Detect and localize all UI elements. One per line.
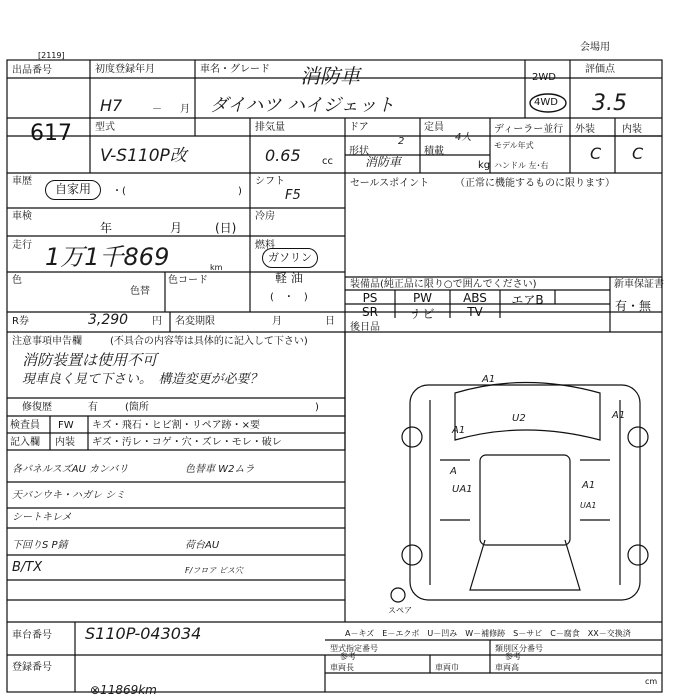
doors-value: 2 — [398, 136, 405, 147]
history-end: ) — [238, 186, 242, 197]
notes-line1: 消防装置は使用不可 — [22, 351, 158, 369]
interior-label: 内装 — [622, 124, 642, 135]
history-sep: ・( — [112, 186, 126, 197]
load-label: 積載 — [424, 146, 444, 157]
recycle-label: R券 — [12, 316, 29, 327]
mark-a1-left: A1 — [452, 425, 466, 436]
entry-label: 記入欄 — [10, 437, 40, 448]
exterior-label: 外装 — [575, 124, 595, 135]
first-reg-label: 初度登録年月 — [95, 64, 155, 75]
mileage-note: ⊗11869km — [90, 683, 157, 697]
reg-deadline-label: 名変期限 — [175, 316, 215, 327]
inspection-year: 年 — [100, 221, 113, 235]
type-label: 型式 — [95, 122, 115, 133]
mileage-value: 1万1千869 — [45, 243, 170, 271]
disp-value: 0.65 — [265, 146, 301, 165]
inspection-day: (日) — [215, 221, 237, 235]
first-reg-sep: － — [152, 104, 162, 115]
remark-5: B/TX — [12, 560, 43, 575]
remark-right-1: 色替車 W2ムラ — [185, 464, 255, 475]
form-value: 参考 — [340, 652, 356, 661]
equip-tv: TV — [467, 305, 483, 319]
notes-note: (不具合の内容等は具体的に記入して下さい) — [110, 336, 308, 347]
repair-place: (箇所 — [125, 402, 149, 413]
mark-u2: U2 — [512, 413, 526, 424]
length-label: 車両長 — [330, 663, 354, 672]
color-label: 色 — [12, 275, 22, 286]
notes-label: 注意事項申告欄 — [12, 336, 82, 347]
body-label: 形状 — [349, 146, 369, 157]
first-reg-month-label: 月 — [180, 104, 190, 115]
sales-label: セールスポイント — [350, 178, 430, 189]
chassis-label: 車台番号 — [12, 630, 52, 641]
notes-line2: 現車良く見て下さい。 構造変更が必要？ — [22, 372, 263, 387]
mark-a1-far-right: A1 — [612, 410, 626, 421]
remark-3: シートキレメ — [12, 512, 72, 523]
sales-note: （正常に機能するものに限ります） — [455, 178, 615, 189]
recycle-unit: 円 — [152, 316, 162, 327]
mark-a-left: A — [450, 466, 457, 477]
equip-label: 装備品(純正品に限り○で囲んでください) — [350, 279, 537, 290]
body-value: 消防車 — [365, 155, 402, 169]
drive-2wd: 2WD — [532, 72, 556, 83]
first-reg-era: H7 — [100, 96, 123, 115]
remark-4: 下回りS P錆 — [12, 540, 68, 551]
dim-unit: cm — [645, 677, 658, 686]
type-value: V-S110P改 — [100, 146, 187, 166]
disp-unit: cc — [322, 156, 333, 167]
shift-value: F5 — [285, 188, 301, 203]
inspector-legend: キズ・飛石・ヒビ割・リペア跡・×要 — [92, 420, 260, 431]
doors-label: ドア — [349, 122, 369, 133]
mileage-unit: km — [210, 263, 223, 272]
model-name: ダイハツ ハイジェット — [210, 95, 395, 116]
mark-a1-right: A1 — [582, 480, 596, 491]
history-label: 車歴 — [12, 176, 32, 187]
lot-label: 出品番号 — [12, 65, 52, 76]
exterior-grade: C — [590, 144, 602, 163]
spare-label: スペア — [388, 606, 412, 615]
mark-a1-top: A1 — [482, 374, 496, 385]
color-code-label: 色コード — [168, 275, 208, 286]
entry-value: 内装 — [55, 437, 75, 448]
name-label: 車名・グレード — [200, 64, 270, 75]
reg-number-label: 登録番号 — [12, 662, 52, 673]
reg-month: 月 — [272, 316, 282, 327]
mark-ua1-right: UA1 — [580, 501, 597, 510]
remark-right-3: F/フロア ビス穴 — [185, 566, 243, 575]
remark-right-2: 荷台AU — [185, 540, 220, 551]
drive-4wd: 4WD — [534, 97, 558, 108]
newcar-value: 有・無 — [615, 299, 652, 313]
mark-ua1-left: UA1 — [452, 484, 473, 495]
capacity-value: 4人 — [455, 132, 472, 143]
form-label: 型式指定番号 — [330, 644, 378, 653]
capacity-label: 定員 — [424, 122, 444, 133]
ac-label: 冷房 — [255, 211, 275, 222]
remark-2: 天バンウキ・ハガレ シミ — [12, 490, 126, 501]
fuel-diesel: 軽 油 — [275, 271, 303, 285]
dealer-label: ディーラー並行 — [494, 124, 564, 135]
color-change-label: 色替 — [130, 286, 150, 297]
interior-grade: C — [632, 144, 644, 163]
load-unit: kg — [478, 160, 491, 171]
model-year-label: モデル年式 — [494, 141, 534, 150]
chassis-value: S110P-043034 — [85, 624, 202, 643]
equip-sr: SR — [362, 305, 378, 319]
equip-airbag: エアB — [511, 293, 544, 307]
name-value: 消防車 — [300, 64, 360, 88]
shift-label: シフト — [255, 176, 285, 187]
reg-day: 日 — [325, 316, 335, 327]
disp-label: 排気量 — [255, 122, 285, 133]
height-label: 車両高 — [495, 663, 519, 672]
repair-value: 有 — [88, 402, 98, 413]
lot-number: 617 — [30, 121, 72, 146]
rating-value: 3.5 — [592, 91, 627, 116]
inspector-label: 検査員 — [10, 420, 40, 431]
mileage-label: 走行 — [12, 240, 32, 251]
damage-legend: A－キズ E－エクボ U－凹み W－補修跡 S－サビ C－腐食 XX－交換済 — [345, 629, 631, 638]
equip-navi: ナビ — [410, 307, 435, 321]
repair-label: 修復歴 — [22, 402, 52, 413]
inspector-value: FW — [58, 420, 74, 431]
class-label: 類別区分番号 — [495, 644, 543, 653]
ship-date-label: 後日品 — [350, 322, 380, 333]
equip-abs: ABS — [463, 291, 487, 305]
repair-end: ) — [315, 402, 319, 413]
fuel-paren: ( ・ ) — [270, 292, 308, 303]
newcar-label: 新車保証書 — [614, 279, 664, 290]
entry-legend: ギズ・汚レ・コゲ・穴・ズレ・モレ・破レ — [92, 437, 282, 448]
fuel-gas: ガソリン — [262, 248, 318, 268]
rating-label: 評価点 — [585, 64, 615, 75]
width-label: 車両巾 — [435, 663, 459, 672]
handle-label: ハンドル 左･右 — [494, 161, 549, 170]
fuel-label: 燃料 — [255, 240, 275, 251]
venue-label: 会場用 — [580, 42, 610, 53]
inspection-label: 車検 — [12, 211, 32, 222]
doc-code: [2119] — [38, 51, 65, 60]
equip-ps: PS — [362, 291, 378, 305]
equip-pw: PW — [412, 291, 433, 305]
class-value: 参考 — [505, 652, 521, 661]
inspection-month: 月 — [170, 221, 183, 235]
history-value: 自家用 — [45, 180, 101, 200]
recycle-value: 3,290 — [88, 312, 129, 328]
remark-1: 各パネルスズAU カンバリ — [12, 464, 129, 475]
